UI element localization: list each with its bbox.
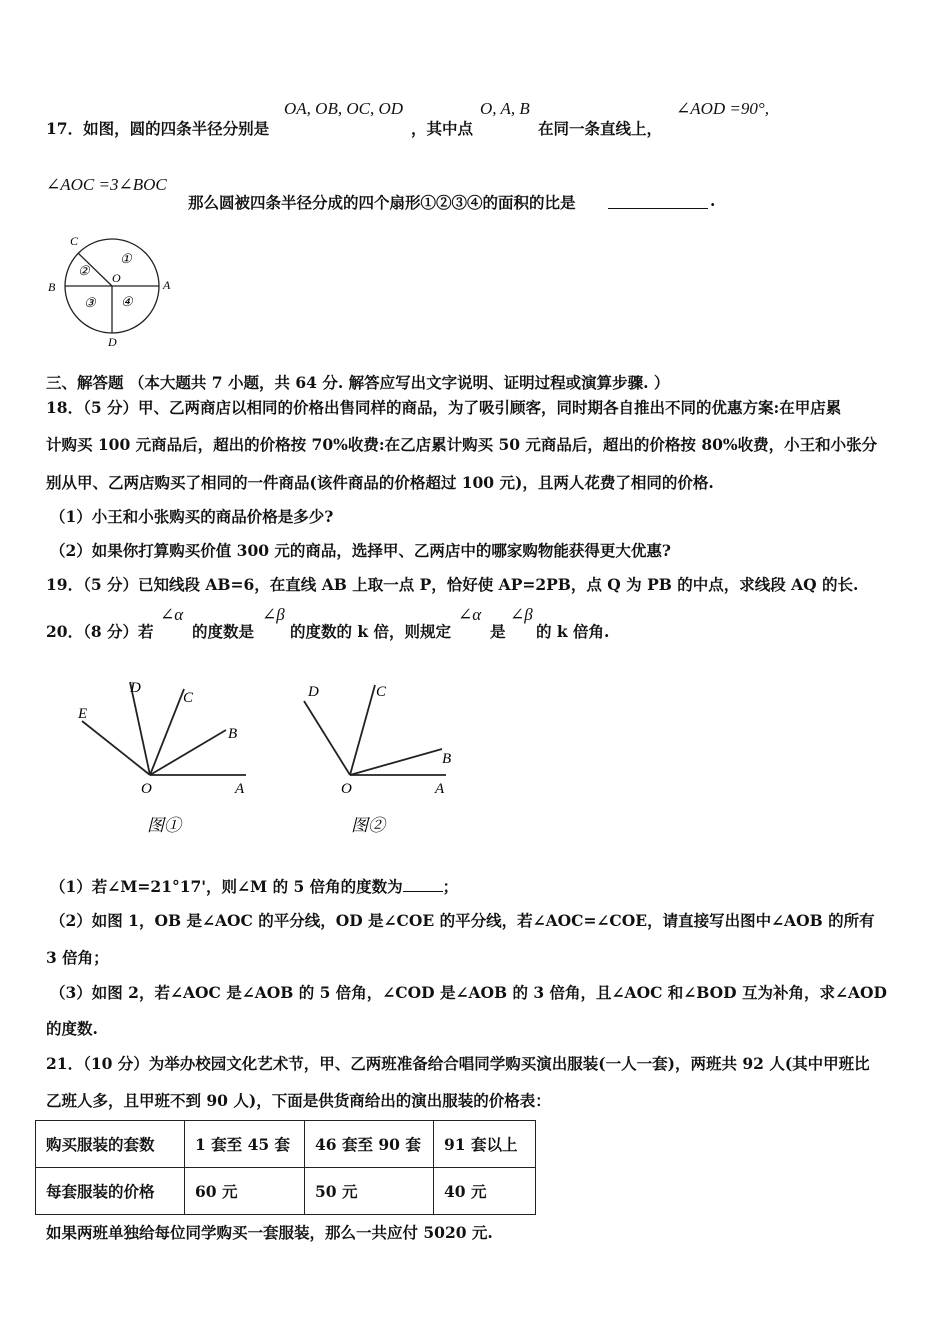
table-row xyxy=(36,1168,536,1215)
q17-circle-figure xyxy=(44,232,184,350)
q20-beta-2: ∠β xyxy=(510,605,533,624)
q20-text-2: 的度数是 xyxy=(192,622,255,641)
q19-text: 19．（5 分）已知线段 AB=6，在直线 AB 上取一点 P，恰好使 AP=2PB，点 Q 为 PB 的中点，求线段 AQ 的长. xyxy=(46,575,859,594)
q20-text-4: 是 xyxy=(490,622,506,641)
figure-2-caption: 图② xyxy=(351,816,385,835)
q18-line1: 18．（5 分）甲、乙两商店以相同的价格出售同样的商品，为了吸引顾客，同时期各自推出不同的优惠方案:在甲店累 xyxy=(46,398,842,417)
q17-period: . xyxy=(710,191,716,210)
label-e: E xyxy=(78,706,88,722)
label-o: O xyxy=(341,781,352,797)
q20-text-1: 20．（8 分）若 xyxy=(46,622,154,641)
q17-line1 xyxy=(46,99,769,143)
table-cell: 每套服装的价格 xyxy=(36,1168,185,1215)
q17-radii-formula: OA, OB, OC, OD xyxy=(284,99,403,118)
table-cell: 50 元 xyxy=(305,1168,434,1215)
table-row xyxy=(36,1121,536,1168)
label-b: B xyxy=(228,726,238,742)
q20-sub2-line2: 3 倍角； xyxy=(46,948,109,967)
q20-beta-1: ∠β xyxy=(262,605,285,624)
label-d: D xyxy=(130,680,141,696)
q20-text-5: 的 k 倍角. xyxy=(536,622,610,641)
q17-text-1: 17．如图，圆的四条半径分别是 xyxy=(46,119,270,138)
table-cell: 购买服装的套数 xyxy=(36,1121,185,1168)
q20-sub1-answer-blank[interactable] xyxy=(403,877,443,892)
label-c: C xyxy=(70,234,79,248)
sector-4-label: ④ xyxy=(121,294,133,309)
price-table xyxy=(35,1120,536,1215)
q21-line3: 如果两班单独给每位同学购买一套服装，那么一共应付 5020 元. xyxy=(46,1223,493,1242)
ray-oc xyxy=(150,689,184,775)
label-c: C xyxy=(183,690,194,706)
q20-sub1-text: （1）若∠M=21°17'，则∠M 的 5 倍角的度数为 xyxy=(50,877,403,896)
table-cell: 40 元 xyxy=(434,1168,536,1215)
label-a: A xyxy=(163,278,171,292)
section-3-title: 三、解答题 （本大题共 7 小题，共 64 分. 解答应写出文字说明、证明过程或演算步骤. ） xyxy=(46,373,670,392)
q17-question-text: 那么圆被四条半径分成的四个扇形①②③④的面积的比是 xyxy=(188,193,576,212)
table-cell: 60 元 xyxy=(185,1168,305,1215)
table-cell: 91 套以上 xyxy=(434,1121,536,1168)
q18-sub2: （2）如果你打算购买价值 300 元的商品，选择甲、乙两店中的哪家购物能获得更大优惠? xyxy=(50,541,672,560)
q20-text-3: 的度数的 k 倍，则规定 xyxy=(290,622,452,641)
label-o: O xyxy=(112,271,121,285)
sector-1-label: ① xyxy=(120,251,132,266)
q18-line3: 别从甲、乙两店购买了相同的一件商品(该件商品的价格超过 100 元)，且两人花费了相同的价格. xyxy=(46,473,714,492)
label-d: D xyxy=(308,684,319,700)
ray-ob xyxy=(150,730,226,775)
label-b: B xyxy=(48,280,56,294)
q17-angle-aoc-formula: ∠AOC =3∠BOC xyxy=(46,175,167,194)
figure-1-caption: 图① xyxy=(147,816,181,835)
q20-sub2-line1: （2）如图 1，OB 是∠AOC 的平分线，OD 是∠COE 的平分线，若∠AOC=∠COE，请直接写出图中∠AOB 的所有 xyxy=(50,911,875,930)
q20-sub1 xyxy=(50,875,458,897)
q17-angle-aod-formula: ∠AOD =90°, xyxy=(676,99,769,118)
label-c: C xyxy=(376,684,387,700)
q20-sub1-end: ； xyxy=(442,877,459,896)
q17-points-formula: O, A, B xyxy=(480,99,530,118)
q17-text-3: 在同一条直线上， xyxy=(538,119,663,138)
q20-alpha-1: ∠α xyxy=(160,605,184,624)
q17-answer-blank[interactable] xyxy=(608,191,708,209)
ray-ob xyxy=(350,749,442,775)
table-cell: 1 套至 45 套 xyxy=(185,1121,305,1168)
q21-line1: 21．（10 分）为举办校园文化艺术节，甲、乙两班准备给合唱同学购买演出服装(一人一套)，两班共 92 人(其中甲班比 xyxy=(46,1054,870,1073)
q18-sub1: （1）小王和小张购买的商品价格是多少? xyxy=(50,507,334,526)
q20-sub3-line1: （3）如图 2，若∠AOC 是∠AOB 的 5 倍角，∠COD 是∠AOB 的 3 倍角，且∠AOC 和∠BOD 互为补角，求∠AOD xyxy=(50,983,887,1002)
table-cell: 46 套至 90 套 xyxy=(305,1121,434,1168)
q18-line2: 计购买 100 元商品后，超出的价格按 70%收费:在乙店累计购买 50 元商品后，超出的价格按 80%收费，小王和小张分 xyxy=(46,435,878,454)
q20-alpha-2: ∠α xyxy=(458,605,482,624)
ray-od xyxy=(304,701,350,775)
label-o: O xyxy=(141,781,152,797)
q20-figure-1 xyxy=(70,672,260,842)
q20-sub3-line2: 的度数. xyxy=(46,1019,98,1038)
ray-oc xyxy=(350,685,375,775)
label-b: B xyxy=(442,751,452,767)
label-d: D xyxy=(108,335,117,349)
label-a: A xyxy=(435,781,445,797)
q17-text-2: ，其中点 xyxy=(411,119,474,138)
sector-3-label: ③ xyxy=(84,295,96,310)
q21-line2: 乙班人多，且甲班不到 90 人)，下面是供货商给出的演出服装的价格表： xyxy=(46,1091,551,1110)
sector-2-label: ② xyxy=(78,263,90,278)
label-a: A xyxy=(235,781,245,797)
q20-figure-2 xyxy=(296,672,466,842)
